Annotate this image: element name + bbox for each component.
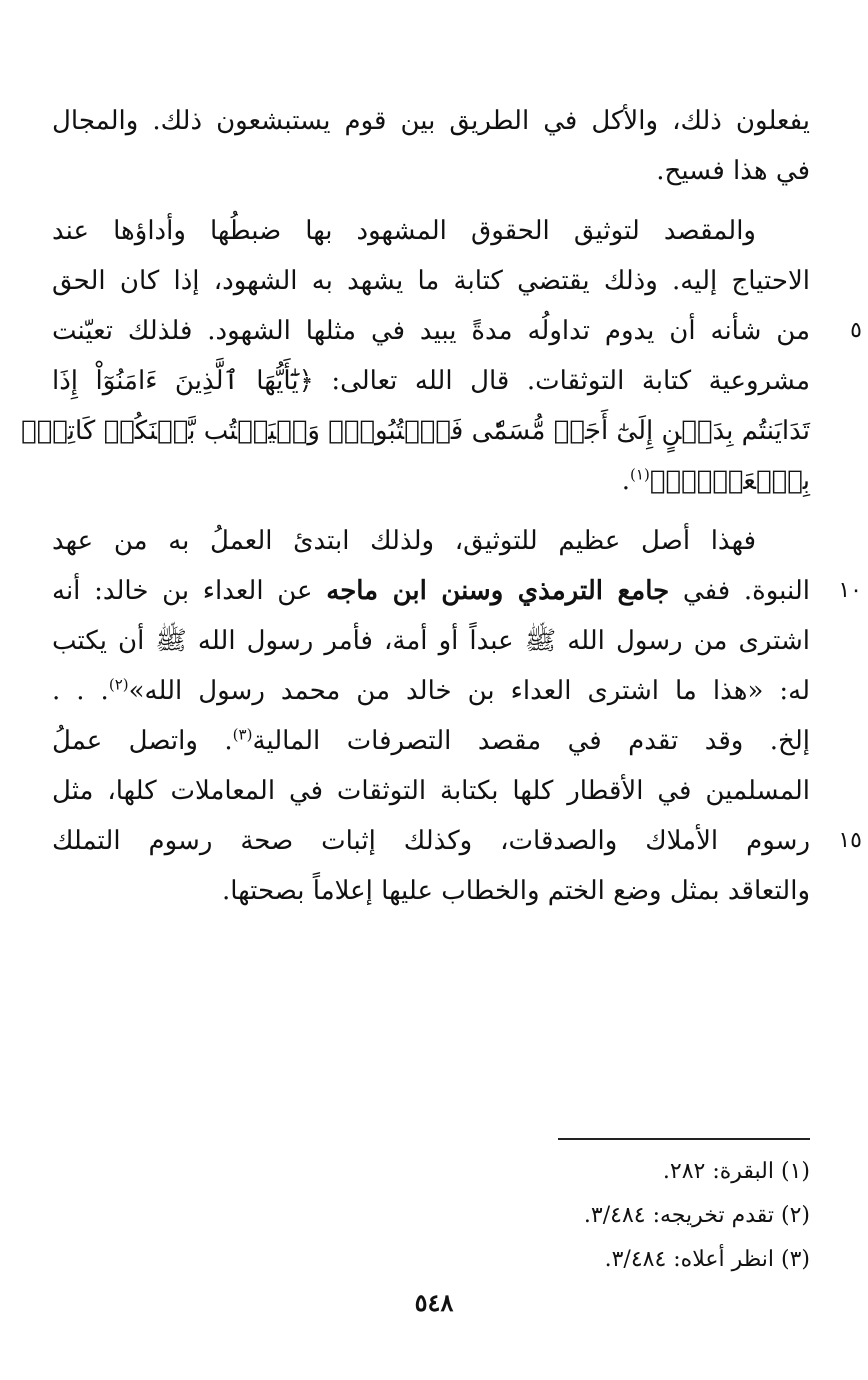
text-line <box>52 256 810 306</box>
line-text: مشروعية كتابة التوثقات. قال الله تعالى: ﴿يَٰٓأَيُّهَا ٱلَّذِينَ ءَامَنُوٓاْ إِذَا <box>52 366 810 396</box>
line-text: له: «هذا ما اشترى العداء بن خالد من محمد رسول الله» <box>128 676 810 706</box>
text-line <box>52 206 810 256</box>
text-line <box>52 356 810 406</box>
footnote: (٣) انظر أعلاه: ٣/٤٨٤. <box>604 1247 810 1272</box>
text-line <box>52 666 810 716</box>
line-text: إلخ. وقد تقدم في مقصد التصرفات المالية <box>252 726 810 756</box>
line-text: المسلمين في الأقطار كلها بكتابة التوثقات في المعاملات كلها، مثل <box>52 776 810 806</box>
footnote-ref: (٣) <box>232 725 253 744</box>
footnotes <box>52 1150 810 1282</box>
paragraph-gap <box>52 506 810 516</box>
line-number: ١٠ <box>838 578 862 603</box>
footnote: (١) البقرة: ٢٨٢. <box>662 1159 810 1184</box>
page-number: ٥٤٨ <box>414 1288 454 1317</box>
text-line <box>52 766 810 816</box>
line-text: رسوم الأملاك والصدقات، وكذلك إثبات صحة رسوم التملك <box>52 826 810 856</box>
main-text <box>20 96 862 916</box>
line-text: فهذا أصل عظيم للتوثيق، ولذلك ابتدئ العملُ به من عهد <box>52 526 756 556</box>
line-text: النبوة. ففي <box>669 576 811 606</box>
footnote: (٢) تقدم تخريجه: ٣/٤٨٤. <box>583 1203 810 1228</box>
paragraph-gap <box>52 196 810 206</box>
footnote-ref: (٢) <box>108 675 129 694</box>
book-title: جامع الترمذي وسنن ابن ماجه <box>326 576 670 606</box>
text-line <box>52 616 810 666</box>
line-text: بِٱلۡعَدۡلِۚ﴾ <box>649 466 810 496</box>
footnote-ref: (١) <box>630 465 650 484</box>
text-line <box>52 816 862 866</box>
line-text: والتعاقد بمثل وضع الختم والخطاب عليها إعلاماً بصحتها. <box>221 876 810 906</box>
text-line <box>52 306 862 356</box>
text-line <box>52 146 810 196</box>
line-text-after: . . . <box>52 676 109 706</box>
line-text: الاحتياج إليه. وذلك يقتضي كتابة ما يشهد به الشهود، إذا كان الحق <box>52 266 810 296</box>
line-text-after: . <box>621 466 631 496</box>
line-text: يفعلون ذلك، والأكل في الطريق بين قوم يستبشعون ذلك. والمجال <box>52 106 810 136</box>
line-text: والمقصد لتوثيق الحقوق المشهود بها ضبطُها وأداؤها عند <box>52 216 756 246</box>
footnote-separator <box>558 1138 810 1140</box>
line-text: تَدَايَنتُم بِدَيۡنٍ إِلَىٰٓ أَجَلٖ مُّسَمّٗى فَٱكۡتُبُوهُۚ وَلۡيَكۡتُب بَّيۡنَكُمۡ كَاتِبُۢ <box>20 416 810 446</box>
line-number: ١٥ <box>838 828 862 853</box>
line-text: من شأنه أن يدوم تداولُه مدةً يبيد في مثلها الشهود. فلذلك تعيّنت <box>52 316 810 346</box>
text-line <box>52 566 862 616</box>
quran-line <box>20 406 810 456</box>
text-line <box>52 96 810 146</box>
line-text: في هذا فسيح. <box>656 156 810 186</box>
line-text: اشترى من رسول الله ﷺ عبداً أو أمة، فأمر رسول الله ﷺ أن يكتب <box>52 626 810 656</box>
text-line <box>52 516 810 566</box>
line-text: عن العداء بن خالد: أنه <box>52 576 327 606</box>
line-text-after: . واتصل عملُ <box>52 726 233 756</box>
line-number: ٥ <box>850 318 862 343</box>
quran-line <box>52 456 810 506</box>
text-line <box>52 866 810 916</box>
text-line <box>52 716 810 766</box>
